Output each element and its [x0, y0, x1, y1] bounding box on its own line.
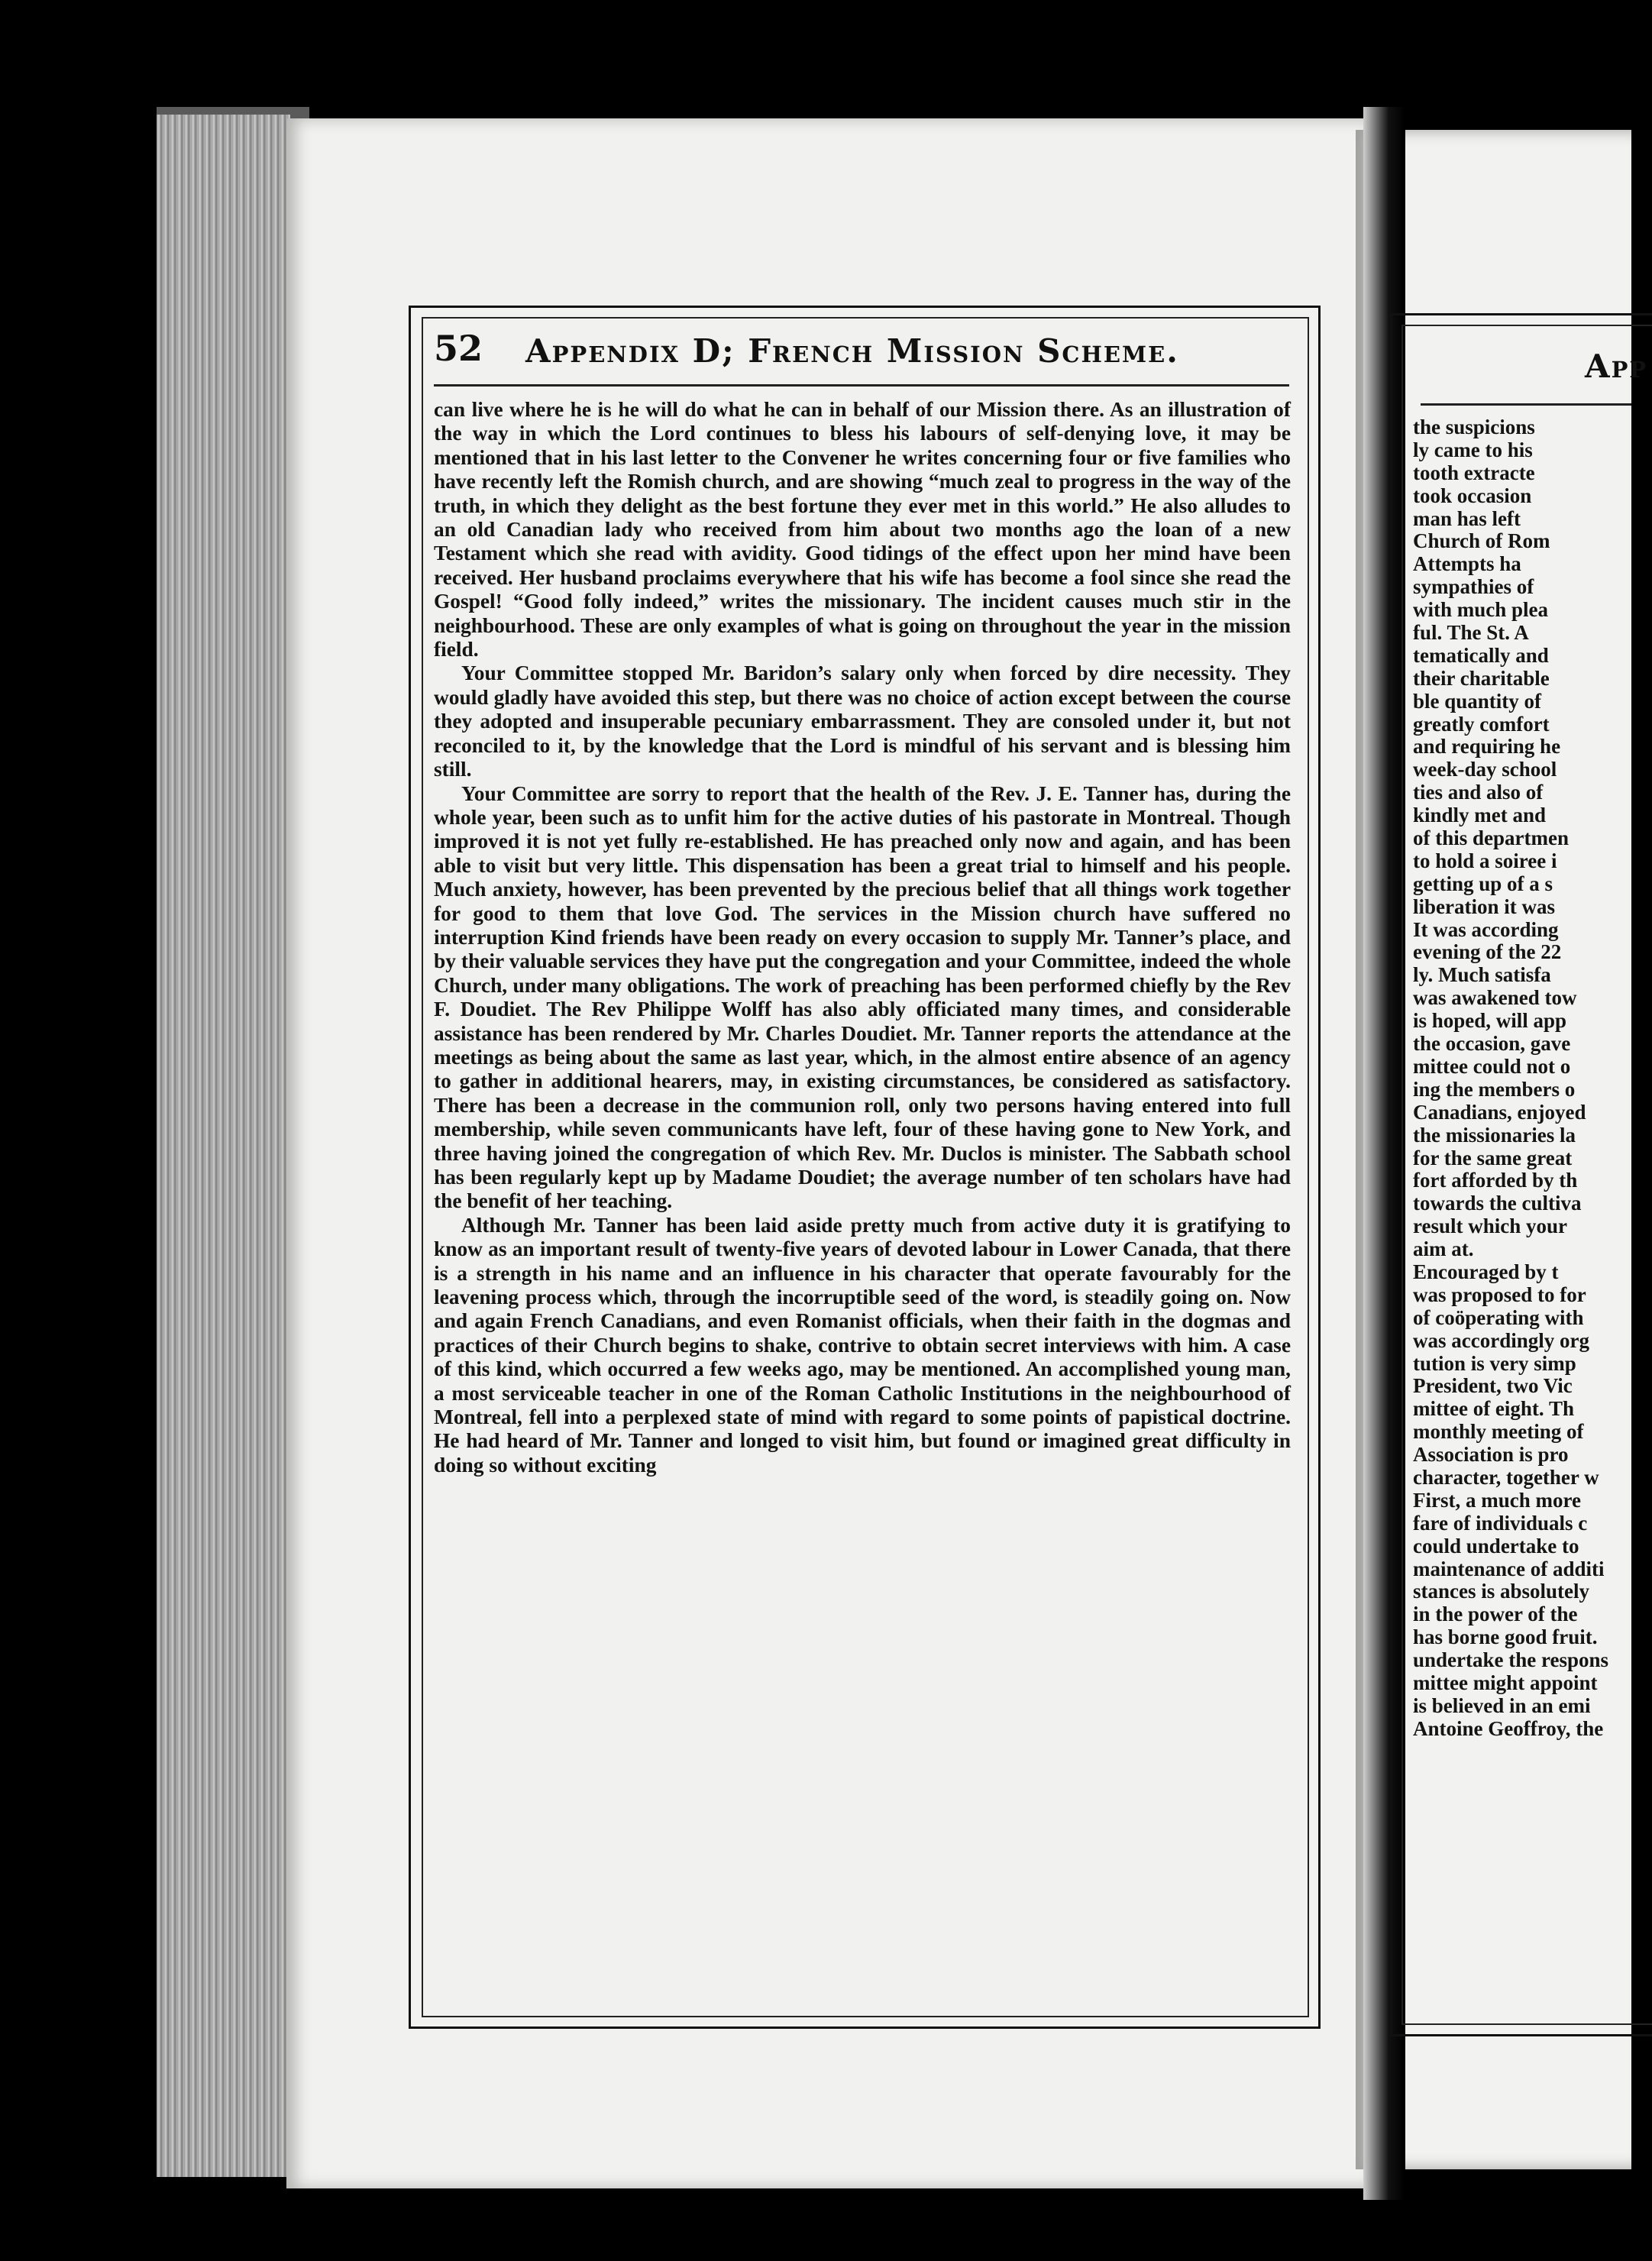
text-line: kindly met and: [1413, 804, 1547, 827]
text-line: greatly comfort: [1413, 712, 1550, 736]
text-line: the missionaries la: [1413, 1123, 1576, 1147]
text-line: ly. Much satisfa: [1413, 963, 1551, 987]
text-line: tution is very simp: [1413, 1351, 1576, 1375]
text-line: took occasion: [1413, 484, 1532, 507]
text-line: of this departmen: [1413, 826, 1569, 850]
text-line: in the power of the: [1413, 1603, 1578, 1626]
text-line: week-day school: [1413, 758, 1557, 781]
right-header-rule: [1421, 403, 1631, 406]
text-line: ing the members o: [1413, 1077, 1576, 1101]
text-line: evening of the 22: [1413, 940, 1562, 964]
text-line: It was according: [1413, 917, 1559, 941]
paragraph: Although Mr. Tanner has been laid aside pretty much from active duty it is gratifying to know as an important result of twenty-five years of devoted labour in Lower Canada, that there is a strength in his name and an influence in his character that operate favourably for the leavening process which, through the incorruptible seed of the word, is steadily going on. Now and again French Canadians, and even Romanist officials, when their faith in the dogmas and practices of their Church begins to shake, contrive to obtain secret interviews with him. A case of this kind, which occurred a few weeks ago, may be mentioned. An accomplished young man, a most serviceable teacher in one of the Roman Catholic Institutions in the neighbourhood of Montreal, fell into a perplexed state of mind with regard to some points of papistical doctrine. He had heard of Mr. Tanner and longed to visit him, but found or imagined great difficulty in doing so without exciting: [434, 1213, 1291, 1477]
page-header: [434, 323, 1289, 377]
text-line: towards the cultiva: [1413, 1192, 1582, 1215]
right-page-text-fragment: [1413, 416, 1631, 1741]
right-running-title-fragment: App: [1585, 348, 1648, 385]
text-line: ful. The St. A: [1413, 621, 1529, 645]
text-line: character, together w: [1413, 1465, 1599, 1489]
text-line: tooth extracte: [1413, 461, 1535, 484]
text-line: their charitable: [1413, 666, 1550, 690]
text-line: Attempts ha: [1413, 552, 1521, 576]
left-page-frame: [409, 306, 1321, 2029]
page-number: 52: [434, 328, 483, 369]
text-line: could undertake to: [1413, 1534, 1579, 1557]
text-line: stances is absolutely: [1413, 1580, 1590, 1603]
text-line: is hoped, will app: [1413, 1009, 1567, 1033]
text-line: is believed in an emi: [1413, 1693, 1591, 1717]
book-page-edges: [157, 115, 290, 2177]
text-line: Church of Rom: [1413, 529, 1550, 553]
text-line: with much plea: [1413, 598, 1549, 622]
text-line: ties and also of: [1413, 781, 1544, 804]
paragraph: can live where he is he will do what he can in behalf of our Mission there. As an illustration of the way in which the Lord continues to bless his labours of self-denying love, it may be mentioned that in his last letter to the Convener he writes concerning four or five families who have recently left the Romish church, and are showing “much zeal to progress in the way of the truth, in which they delight as the best fortune they ever met in this world.” He also alludes to an old Canadian lady who received from him about two months ago the loan of a new Testament which she read with avidity. Good tidings of the effect upon her mind have been received. Her husband proclaims everywhere that his wife has become a fool since she read the Gospel! “Good folly indeed,” writes the missionary. The incident causes much stir in the neighbourhood. These are only examples of what is going on throughout the year in the mission field.: [434, 398, 1291, 661]
paragraph: Your Committee are sorry to report that the health of the Rev. J. E. Tanner has, during the whole year, been such as to unfit him for the active duties of his pastorate in Montreal. Though improved it is not yet fully re-established. He has preached only now and again, and has been able to visit but very little. This dispensation has been a great trial to himself and his people. Much anxiety, however, has been prevented by the precious belief that all things work together for good to them that love God. The services in the Mission church have suffered no interruption Kind friends have been ready on every occasion to supply Mr. Tanner’s place, and by their valuable services they have put the congregation and your Committee, indeed the whole Church, under many obligations. The work of preaching has been performed chiefly by the Rev F. Doudiet. The Rev Philippe Wolff has also ably officiated many times, and considerable assistance has been rendered by Mr. Charles Doudiet. Mr. Tanner reports the attendance at the meetings as being about the same as last year, which, in the almost entire absence of an agency to gather in additional hearers, may, in existing circumstances, be considered as satisfactory. There has been a decrease in the communion roll, only two persons having entered into full membership, while seven communicants have left, four of these having gone to New York, and three having joined the congregation of which Rev. Mr. Duclos is minister. The Sabbath school has been regularly kept up by Madame Doudiet; the average number of ten scholars have had the benefit of her teaching.: [434, 781, 1291, 1213]
text-line: liberation it was: [1413, 894, 1555, 918]
text-line: ly came to his: [1413, 438, 1533, 461]
text-line: was accordingly org: [1413, 1328, 1589, 1352]
text-line: for the same great: [1413, 1146, 1573, 1169]
text-line: the occasion, gave: [1413, 1032, 1571, 1056]
text-line: maintenance of additi: [1413, 1557, 1605, 1580]
text-line: Encouraged by t: [1413, 1260, 1559, 1283]
text-line: mittee might appoint: [1413, 1671, 1598, 1694]
text-line: was proposed to for: [1413, 1283, 1586, 1306]
text-line: First, a much more: [1413, 1488, 1581, 1512]
text-line: ble quantity of: [1413, 689, 1542, 713]
running-title: Appendix D; French Mission Scheme.: [525, 332, 1179, 370]
text-line: of coöperating with: [1413, 1305, 1584, 1329]
text-line: mittee could not o: [1413, 1054, 1571, 1078]
text-line: mittee of eight. Th: [1413, 1397, 1574, 1421]
text-line: aim at.: [1413, 1237, 1474, 1261]
text-line: monthly meeting of: [1413, 1420, 1584, 1444]
text-line: was awakened tow: [1413, 986, 1577, 1010]
text-line: man has left: [1413, 506, 1521, 530]
text-line: and requiring he: [1413, 735, 1561, 759]
text-line: undertake the respons: [1413, 1648, 1609, 1672]
page-body-text: [434, 398, 1291, 1477]
text-line: President, two Vic: [1413, 1374, 1573, 1398]
text-line: result which your: [1413, 1215, 1568, 1238]
text-line: getting up of a s: [1413, 872, 1553, 895]
text-line: to hold a soiree i: [1413, 849, 1557, 872]
text-line: Antoine Geoffroy, the: [1413, 1716, 1604, 1740]
text-line: sympathies of: [1413, 575, 1534, 599]
text-line: the suspicions: [1413, 416, 1535, 438]
header-rule: [434, 384, 1289, 387]
text-line: has borne good fruit.: [1413, 1625, 1598, 1649]
text-line: Association is pro: [1413, 1443, 1569, 1467]
text-line: fort afforded by th: [1413, 1169, 1578, 1192]
text-line: tematically and: [1413, 643, 1549, 667]
text-line: Canadians, enjoyed: [1413, 1100, 1586, 1124]
paragraph: Your Committee stopped Mr. Baridon’s salary only when forced by dire necessity. They would gladly have avoided this step, but there was no choice of action except between the course they adopted and insuperable pecuniary embarrassment. They are consoled under it, but not reconciled to it, by the knowledge that the Lord is mindful of his servant and is blessing him still.: [434, 661, 1291, 781]
text-line: fare of individuals c: [1413, 1511, 1588, 1535]
